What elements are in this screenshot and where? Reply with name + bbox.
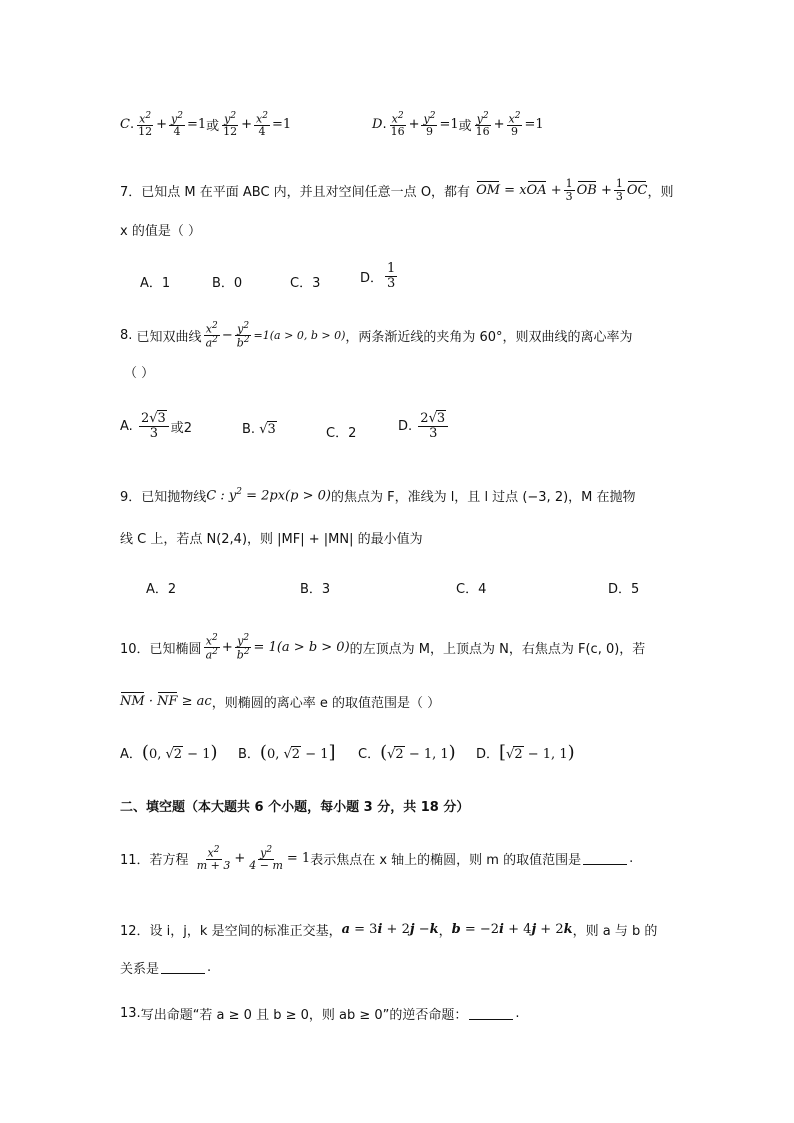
q13-answer-blank[interactable] (469, 1007, 513, 1020)
q6-option-c: C . $\frac{x^2}{12}$ + $\frac{y^2}{4}$ =1 或 $\frac{y^2}{12}$ + $\frac{x^2}{4}$ =1 (120, 111, 292, 139)
q9-option-a[interactable]: A．2 (146, 582, 177, 597)
q7-vector-equation: OM = xOA + (476, 182, 562, 198)
q8-text-c: （ ） (124, 366, 155, 381)
q12-number: 12． (120, 924, 150, 939)
q7-text-b: ，则 (647, 184, 674, 200)
q6-option-d: D . $\frac{x^2}{16}$ + $\frac{y^2}{9}$ =1 或 $\frac{y^2}{16}$ + $\frac{x^2}{9}$ =1 (372, 111, 544, 139)
q7-text-c: x 的值是（ ） (120, 224, 201, 239)
q10-number: 10． (120, 642, 150, 658)
q7-option-c[interactable]: C．3 (290, 276, 321, 291)
q10-stem-2: NM · NF ≥ ac ，则椭圆的离心率 e 的取值范围是（ ） (120, 694, 441, 711)
q10-option-b-label: B． (238, 747, 260, 762)
q12-stem-2 (120, 958, 211, 977)
q8-stem: 8. 已知双曲线 $\frac{x^2}{a^2}$ − $\frac{y^2}{b^2}$ =1(a > 0, b > 0) ，两条渐近线的夹角为 60°，则双曲线的离心率为 (120, 321, 633, 350)
q7-option-b[interactable]: B．0 (212, 276, 243, 291)
q7-option-a[interactable]: A．1 (140, 276, 171, 291)
q8-text-b: ，两条渐近线的夹角为 60°，则双曲线的离心率为 (345, 330, 633, 346)
q11-end: . (629, 851, 634, 867)
q11-text-b: 表示焦点在 x 轴上的椭圆，则 m 的取值范围是 (310, 853, 582, 869)
q7-option-d-label: D． (360, 270, 384, 286)
q12-text-a: 设 i，j，k 是空间的标准正交基， (149, 924, 342, 939)
q13-end: . (515, 1006, 520, 1021)
q10-option-d[interactable]: D． [√2 − 1, 1) (476, 742, 575, 763)
q12-text-c: 关系是 (120, 962, 160, 977)
q11-stem: 11． 若方程 $\frac{x^2}{m + 3}$ + $\frac{y^2}{4 - m}$ = 1 表示焦点在 x 轴上的椭圆，则 m 的取值范围是 . (120, 845, 634, 873)
q6-or-d: 或 (458, 119, 472, 135)
q10-option-c[interactable]: C． (√2 − 1, 1) (358, 742, 456, 763)
section-2-title: 二、填空题（本大题共 6 个小题，每小题 3 分，共 18 分） (120, 800, 470, 815)
q13-text-a: 写出命题“若 a ≥ 0 且 b ≥ 0，则 ab ≥ 0”的逆否命题： (140, 1008, 468, 1023)
q8-option-a[interactable]: A. $\frac{2√3}{3}$ 或2 (120, 411, 193, 441)
q7-stem-2 (120, 220, 201, 239)
q10-option-d-label: D． (476, 747, 500, 762)
q8-text-a: 已知双曲线 (136, 330, 202, 346)
q9-text-c: 线 C 上，若点 N(2,4)，则 |MF| + |MN| 的最小值为 (120, 532, 423, 547)
q9-text-a: 已知抛物线 (141, 490, 207, 505)
q6-option-c-label: C (120, 117, 130, 133)
q7-text-a: 已知点 M 在平面 ABC 内，并且对空间任意一点 O，都有 (141, 184, 471, 200)
q7-stem: 7． 已知点 M 在平面 ABC 内，并且对空间任意一点 O，都有 OM = xOA + $\frac{1}{3}$ OB + $\frac{1}{3}$ OC ，则 (120, 177, 674, 203)
q9-option-d[interactable]: D．5 (608, 582, 640, 597)
q12-end: . (207, 960, 212, 975)
q12-stem: 12． 设 i，j，k 是空间的标准正交基， a = 3 i + 2 j − k ， b = −2 i + 4 j + 2 k ，则 a 与 b 的 (120, 922, 658, 939)
q10-option-c-label: C． (358, 747, 381, 762)
q9-option-c[interactable]: C．4 (456, 582, 487, 597)
q8-option-b[interactable]: B. √3 (242, 422, 276, 437)
q7-number: 7． (120, 184, 142, 200)
q7-option-d[interactable]: D． $\frac{1}{3}$ (360, 261, 396, 291)
q9-option-b[interactable]: B．3 (300, 582, 331, 597)
q13-number: 13. (120, 1006, 141, 1021)
q10-option-a[interactable]: A． (0, √2 − 1) (120, 742, 218, 763)
q8-option-c[interactable]: C．2 (326, 426, 357, 441)
q9-text-b: 的焦点为 F，准线为 l，且 l 过点 (−3, 2)，M 在抛物 (330, 490, 636, 505)
q8-option-d[interactable]: D. $\frac{2√3}{3}$ (398, 412, 450, 440)
q12-text-b: ，则 a 与 b 的 (572, 924, 658, 939)
q11-text-a: 若方程 (149, 853, 189, 869)
q9-stem: 9． 已知抛物线 C : $y^2 = 2px(p > 0)$ 的焦点为 F，准线为 l，且 l 过点 (−3, 2)，M 在抛物 (120, 487, 636, 505)
q8-option-a-or: 或2 (170, 420, 193, 436)
q6-or-c: 或 (206, 119, 220, 135)
q10-stem: 10． 已知椭圆 $\frac{x^2}{a^2}$ + $\frac{y^2}{b^2}$ = 1(a > b > 0) 的左顶点为 M，上顶点为 N，右焦点为 F(c, 0)，若 (120, 633, 646, 662)
q8-option-a-label: A. (120, 418, 133, 434)
q8-stem-2 (124, 362, 154, 381)
q9-number: 9． (120, 490, 142, 505)
q12-answer-blank[interactable] (161, 961, 205, 974)
q10-option-a-label: A． (120, 747, 142, 762)
q10-text-a: 已知椭圆 (149, 642, 202, 658)
q10-option-b[interactable]: B． (0, √2 − 1] (238, 742, 336, 763)
q10-text-b: 的左顶点为 M，上顶点为 N，右焦点为 F(c, 0)，若 (349, 642, 646, 658)
q8-option-b-label: B. (242, 422, 256, 437)
q6-option-d-label: D (372, 117, 383, 133)
q13-stem (120, 1004, 520, 1023)
q11-answer-blank[interactable] (583, 852, 627, 865)
q9-stem-2 (120, 528, 423, 547)
q10-text-c: ，则椭圆的离心率 e 的取值范围是（ ） (211, 696, 441, 711)
q8-option-d-label: D. (398, 418, 413, 434)
q11-number: 11． (120, 853, 150, 869)
q8-number: 8. (120, 328, 133, 344)
